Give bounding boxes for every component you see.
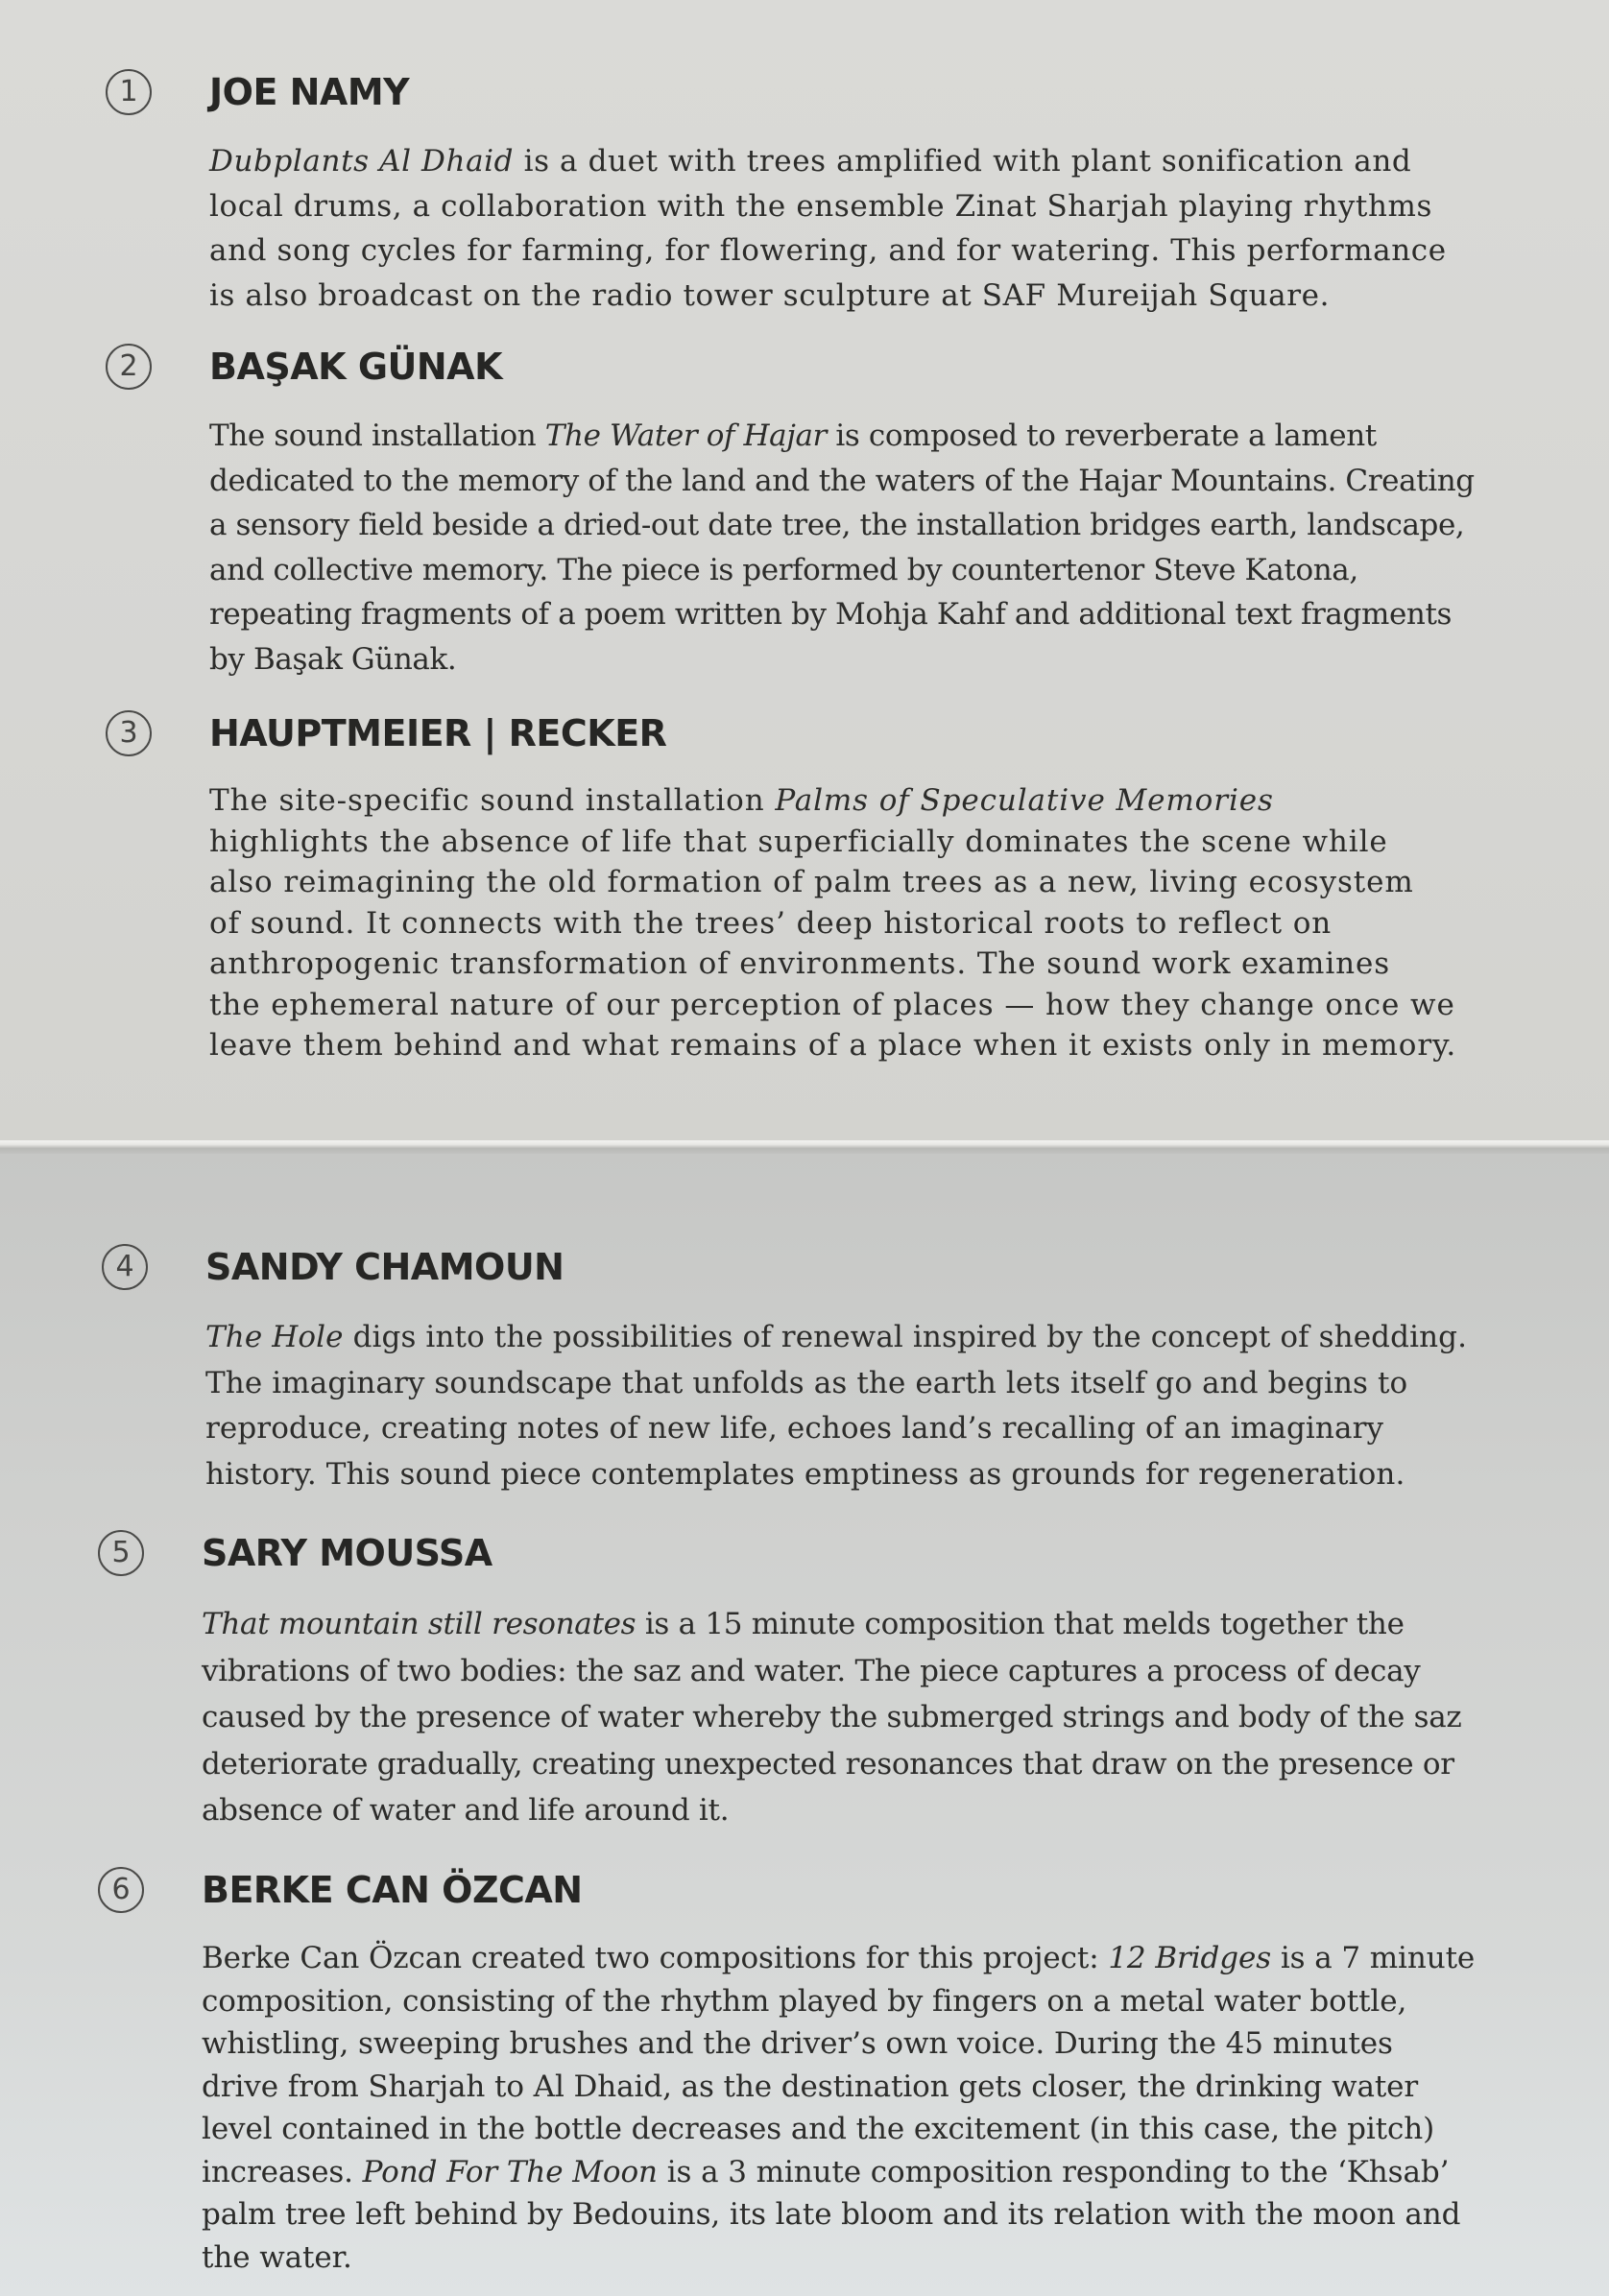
- text-run: composition, consisting of the rhythm played by fingers on a metal water bottle,: [202, 1983, 1407, 2019]
- artist-name: JOE NAMY: [209, 71, 410, 113]
- text-run: anthropogenic transformation of environments. The sound work examines: [209, 946, 1391, 981]
- description-line: [209, 228, 1447, 274]
- description-line: [205, 1406, 1467, 1452]
- entry-number-badge: 5: [98, 1530, 144, 1576]
- text-run: is also broadcast on the radio tower sculpture at SAF Mureijah Square.: [209, 277, 1331, 313]
- artist-name: SARY MOUSSA: [202, 1532, 492, 1574]
- text-run: deteriorate gradually, creating unexpected resonances that draw on the presence or: [202, 1746, 1454, 1782]
- description-line: [205, 1315, 1467, 1361]
- description-line: [202, 2193, 1475, 2236]
- text-run: and song cycles for farming, for flowering, and for watering. This performance: [209, 233, 1447, 268]
- paper-fold: [0, 1140, 1609, 1154]
- description-line: [209, 459, 1475, 504]
- text-run: is a 15 minute composition that melds together the: [636, 1607, 1405, 1641]
- description-line: [202, 1937, 1475, 1980]
- description-line: [202, 2022, 1475, 2066]
- text-run: and collective memory. The piece is performed by countertenor Steve Katona,: [209, 552, 1358, 587]
- text-run: The sound installation: [209, 419, 545, 453]
- text-run: digs into the possibilities of renewal inspired by the concept of shedding.: [343, 1320, 1468, 1354]
- entry-description: [205, 1315, 1467, 1497]
- work-title: 12 Bridges: [1108, 1941, 1272, 1975]
- description-line: [205, 1452, 1467, 1498]
- text-run: leave them behind and what remains of a place when it exists only in memory.: [209, 1028, 1457, 1063]
- text-run: a sensory field beside a dried-out date tree, the installation bridges earth, landscape,: [209, 508, 1465, 542]
- text-run: drive from Sharjah to Al Dhaid, as the destination gets closer, the drinking water: [202, 2069, 1419, 2104]
- description-line: [202, 2236, 1475, 2280]
- description-line: [202, 1694, 1461, 1741]
- entry-description: [209, 414, 1475, 682]
- entry-description: [202, 1937, 1475, 2279]
- description-line: [202, 2151, 1475, 2194]
- description-line: [209, 780, 1456, 822]
- description-line: [209, 139, 1447, 184]
- text-run: history. This sound piece contemplates emptiness as grounds for regeneration.: [205, 1456, 1405, 1492]
- text-run: increases.: [202, 2154, 363, 2189]
- text-run: by Başak Günak.: [209, 641, 457, 677]
- text-run: level contained in the bottle decreases and the excitement (in this case, the pitch): [202, 2112, 1435, 2146]
- description-line: [209, 1025, 1456, 1066]
- text-run: The imaginary soundscape that unfolds as the earth lets itself go and begins to: [205, 1365, 1408, 1400]
- text-run: caused by the presence of water whereby the submerged strings and body of the saz: [202, 1700, 1462, 1734]
- text-run: is a 3 minute composition responding to the ‘Khsab’: [657, 2154, 1450, 2189]
- description-line: [202, 1601, 1461, 1648]
- description-line: [209, 184, 1447, 229]
- entry-description: [209, 139, 1447, 318]
- description-line: [202, 1980, 1475, 2023]
- description-line: [209, 944, 1456, 985]
- entry-number-badge: 1: [106, 69, 152, 115]
- text-run: vibrations of two bodies: the saz and water. The piece captures a process of decay: [202, 1653, 1421, 1688]
- description-line: [209, 592, 1475, 637]
- entry-number-badge: 3: [106, 710, 152, 756]
- description-line: [202, 1741, 1461, 1788]
- description-line: [209, 637, 1475, 682]
- text-run: absence of water and life around it.: [202, 1793, 730, 1828]
- description-line: [209, 503, 1475, 548]
- work-title: The Hole: [205, 1320, 344, 1354]
- description-line: [209, 414, 1475, 459]
- work-title: The Water of Hajar: [544, 419, 827, 453]
- text-run: repeating fragments of a poem written by Mohja Kahf and additional text fragments: [209, 597, 1453, 632]
- description-line: [202, 1648, 1461, 1695]
- text-run: is a 7 minute: [1271, 1941, 1476, 1975]
- text-run: local drums, a collaboration with the ensemble Zinat Sharjah playing rhythms: [209, 188, 1433, 224]
- entry-number-badge: 4: [102, 1244, 148, 1290]
- description-line: [209, 274, 1447, 319]
- text-run: highlights the absence of life that superficially dominates the scene while: [209, 824, 1388, 859]
- description-line: [205, 1361, 1467, 1407]
- text-run: the water.: [202, 2239, 352, 2275]
- text-run: The site-specific sound installation: [209, 783, 776, 818]
- text-run: Berke Can Özcan created two compositions for this project:: [202, 1941, 1109, 1975]
- description-line: [202, 2108, 1475, 2151]
- artist-name: HAUPTMEIER | RECKER: [209, 712, 667, 754]
- description-line: [202, 1787, 1461, 1834]
- artist-name: BERKE CAN ÖZCAN: [202, 1869, 583, 1911]
- work-title: Pond For The Moon: [362, 2154, 658, 2189]
- text-run: whistling, sweeping brushes and the driver’s own voice. During the 45 minutes: [202, 2026, 1393, 2061]
- text-run: is composed to reverberate a lament: [826, 419, 1377, 453]
- work-title: That mountain still resonates: [202, 1607, 636, 1641]
- description-line: [209, 985, 1456, 1026]
- entry-number-badge: 6: [98, 1867, 144, 1913]
- artist-name: BAŞAK GÜNAK: [209, 346, 503, 388]
- artist-name: SANDY CHAMOUN: [205, 1246, 564, 1288]
- description-line: [209, 862, 1456, 903]
- work-title: Dubplants Al Dhaid: [209, 144, 515, 179]
- text-run: also reimagining the old formation of palm trees as a new, living ecosystem: [209, 865, 1414, 899]
- text-run: reproduce, creating notes of new life, echoes land’s recalling of an imaginary: [205, 1411, 1384, 1446]
- text-run: the ephemeral nature of our perception of places — how they change once we: [209, 987, 1455, 1022]
- entry-description: [202, 1601, 1461, 1834]
- entry-description: [209, 780, 1456, 1066]
- text-run: dedicated to the memory of the land and the waters of the Hajar Mountains. Creating: [209, 463, 1475, 498]
- text-run: is a duet with trees amplified with plant sonification and: [514, 144, 1412, 179]
- text-run: palm tree left behind by Bedouins, its late bloom and its relation with the moon and: [202, 2197, 1461, 2232]
- description-line: [202, 2066, 1475, 2109]
- description-line: [209, 548, 1475, 593]
- description-line: [209, 822, 1456, 863]
- work-title: Palms of Speculative Memories: [775, 783, 1274, 818]
- description-line: [209, 903, 1456, 945]
- entry-number-badge: 2: [106, 344, 152, 390]
- text-run: of sound. It connects with the trees’ deep historical roots to reflect on: [209, 905, 1333, 941]
